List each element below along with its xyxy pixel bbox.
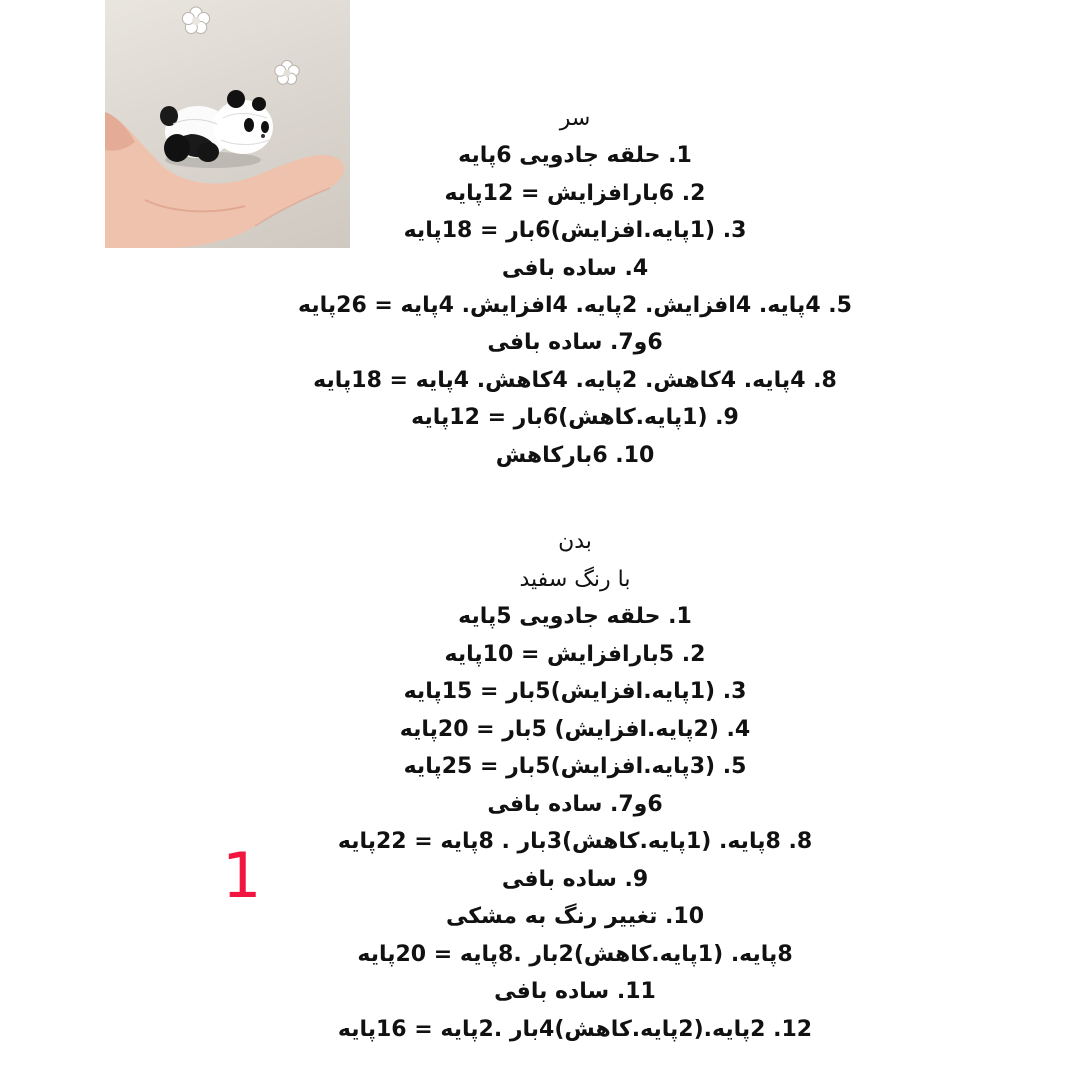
instruction-row: 1. حلقه جادویی 6پایه [458,143,692,169]
instruction-row: 5. (3پایه.افزایش)5بار = 25پایه [403,754,747,779]
instruction-row: 12. 2پایه.(2پایه.کاهش)4بار .2پایه = 16پایه [337,1016,813,1042]
flower-icon [275,61,299,85]
body-section [290,523,860,1048]
instruction-row: 3. (1پایه.افزایش)5بار = 15پایه [403,679,747,704]
instruction-row: 4. ساده بافی [501,255,649,281]
instruction-row: 8پایه. (1پایه.کاهش)2بار .8پایه = 20پایه [357,941,793,967]
instruction-row: 9. ساده بافی [501,866,649,892]
instruction-row: 8. 4پایه. 4کاهش. 2پایه. 4کاهش. 4پایه = 18پایه [313,367,837,393]
instruction-row: 5. 4پایه. 4افزایش. 2پایه. 4افزایش. 4پایه = 26پایه [298,292,852,318]
instruction-row: 11. ساده بافی [494,979,656,1004]
instruction-row: 9. (1پایه.کاهش)6بار = 12پایه [411,405,739,431]
section-subtitle: با رنگ سفید [519,566,631,592]
instruction-row: 3. (1پایه.افزایش)6بار = 18پایه [403,218,747,244]
instruction-row: 1. حلقه جادویی 5پایه [458,604,692,629]
instruction-row: 8. 8پایه. (1پایه.کاهش)3بار . 8پایه = 22پایه [337,829,813,854]
instruction-row: 2. 5بارافزایش = 10پایه [444,641,706,667]
instruction-row: 4. (2پایه.افزایش) 5بار = 20پایه [399,716,751,742]
instruction-row: 6و7. ساده بافی [487,791,663,817]
page-number: 1 [222,839,262,912]
instruction-row: 2. 6بارافزایش = 12پایه [444,180,706,206]
section-title: بدن [558,529,592,554]
flower-icon [182,7,209,34]
head-section [285,100,865,474]
instruction-row: 10. تغییر رنگ به مشکی [445,904,705,929]
section-title: سر [559,106,591,131]
instruction-row: 10. 6بارکاهش [495,442,655,468]
panda-amigurumi [160,90,273,168]
instruction-row: 6و7. ساده بافی [487,330,663,356]
